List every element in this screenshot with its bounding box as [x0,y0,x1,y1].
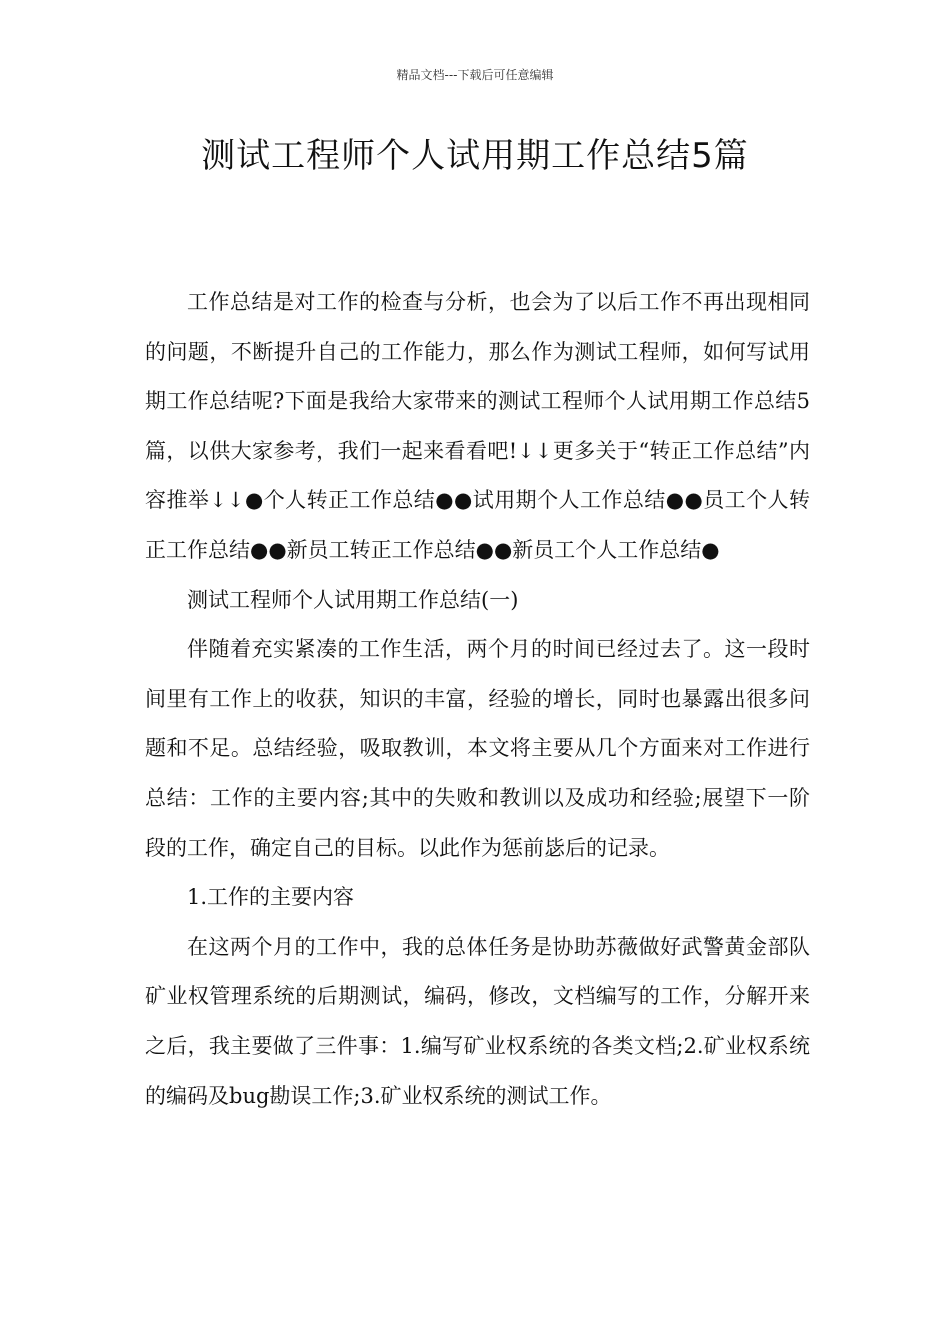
subsection-heading: 1.工作的主要内容 [187,885,355,910]
document-title: 测试工程师个人试用期工作总结5篇 [201,136,749,176]
header-note: 精品文档---下载后可任意编辑 [396,68,554,82]
body-paragraph-2: 在这两个月的工作中，我的总体任务是协助苏薇做好武警黄金部队矿业权管理系统的后期测试，编码，修改，文档编写的工作，分解开来之后，我主要做了三件事：1.编写矿业权系统的各类文档;2.矿业权系统的编码及bug勘误工作;3.矿业权系统的测试工作。 [145,934,810,1108]
section-heading-1: 测试工程师个人试用期工作总结(一) [187,587,519,612]
body-paragraph: 伴随着充实紧凑的工作生活，两个月的时间已经过去了。这一段时间里有工作上的收获，知识的丰富，经验的增长，同时也暴露出很多问题和不足。总结经验，吸取教训，本文将主要从几个方面来对工作进行总结：工作的主要内容;其中的失败和教训以及成功和经验;展望下一阶段的工作，确定自己的目标。以此作为惩前毖后的记录。 [145,637,810,860]
document-body [145,278,810,1121]
intro-paragraph: 工作总结是对工作的检查与分析，也会为了以后工作不再出现相同的问题，不断提升自己的工作能力，那么作为测试工程师，如何写试用期工作总结呢?下面是我给大家带来的测试工程师个人试用期工作总结5篇，以供大家参考，我们一起来看看吧!↓↓更多关于“转正工作总结”内容推举↓↓●个人转正工作总结●●试用期个人工作总结●●员工个人转正工作总结●●新员工转正工作总结●●新员工个人工作总结● [145,290,810,562]
